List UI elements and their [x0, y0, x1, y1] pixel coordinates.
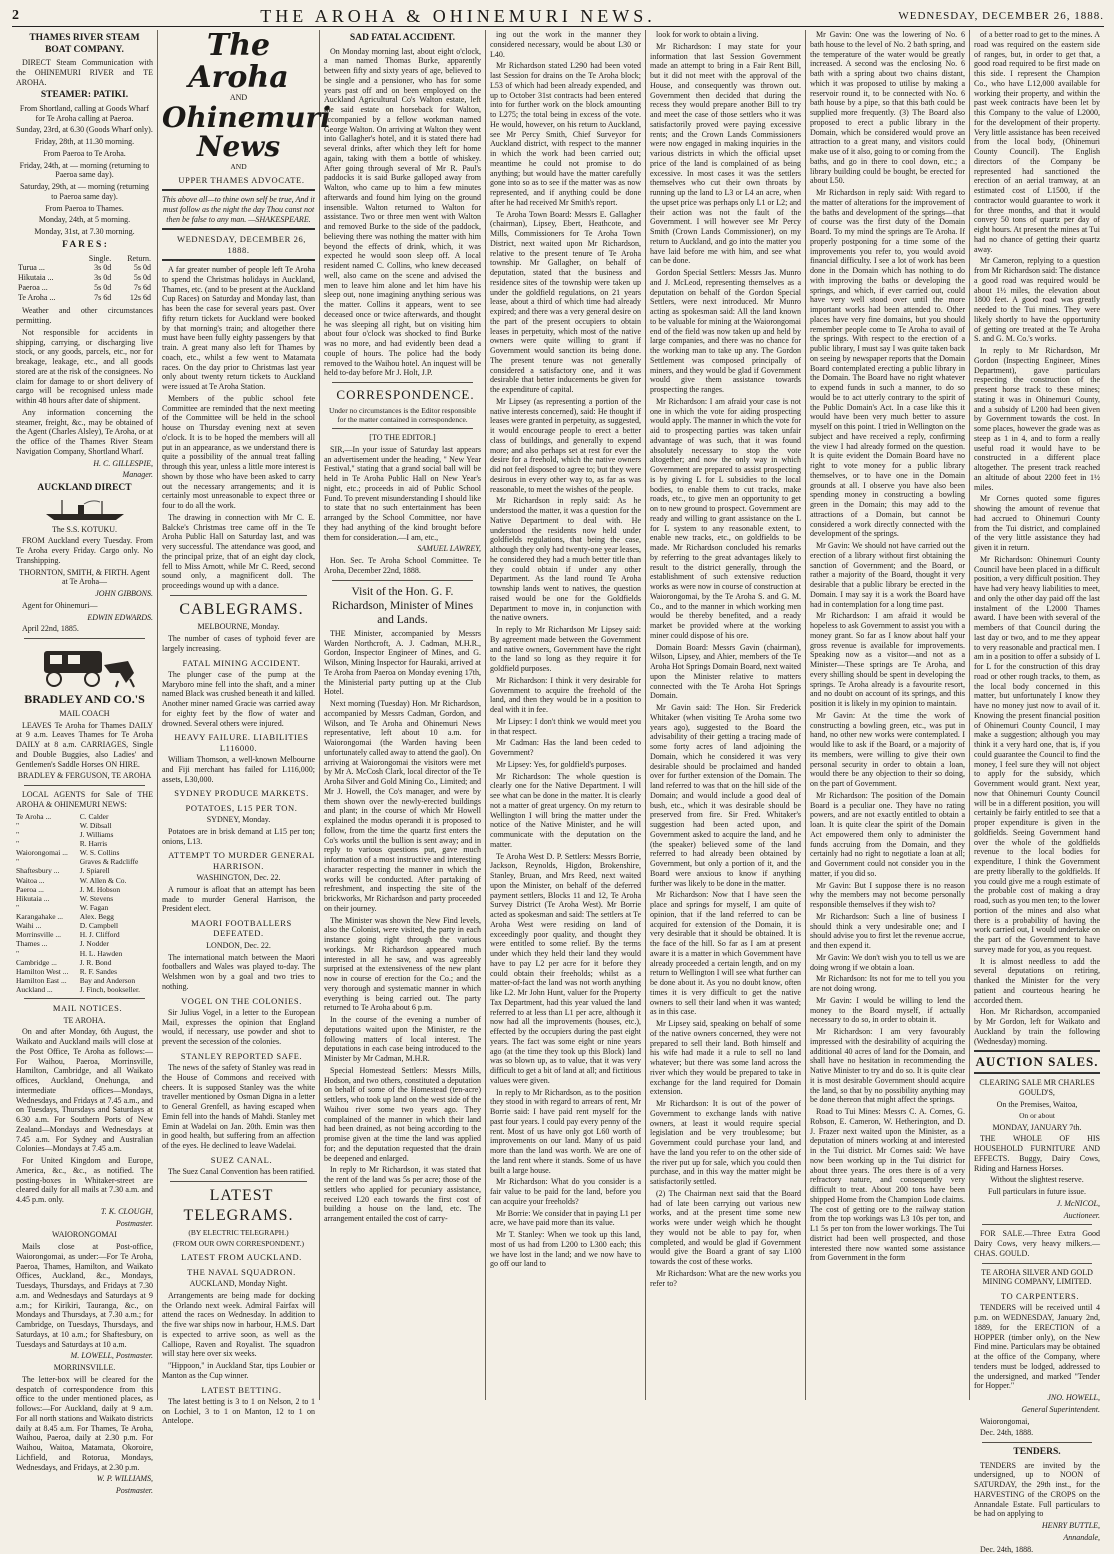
table-row	[16, 273, 153, 283]
article-paragraph: THE Minister, accompanied by Messrs Warden Northcroft, A. J. Cadman, M.H.R., Gordon, Inspector Engineer of Mines, and G. Wilson, Mining Inspector for Hauraki, arrived at Te Aroha from Paeroa on Monday evening 17th, the Ministerial party putting up at the Club Hotel.	[324, 628, 481, 697]
article-paragraph: On Monday morning last, about eight o'clock, a man named Thomas Burke, apparently between fifty and sixty years of age, believed to be single and a pensioner, who has for some years past off and on been employed on the Auckland Agricultural Co's Walton estate, left the said estate on horseback for Walton, accompanied by a fellow workman named George Walton. On arriving at Walton they went into Gallagher's hotel, and it is stated there had several drinks, after which they left for home again, taking with them a bottle of whiskey. After going through several of Mr R. Paul's paddocks it is said Burke galloped away from Walton, who came up to him a few minutes afterwards and found him lying on the ground insensible. Walton returned to Walton for assistance. Two or three men went with Walton and removed Burke to the side of the paddock, believing there was nothing the matter with him beyond the effects of drink, which, it was expected he would soon sleep off. A local resident named C. Collins, who knew deceased well, also came on the scene and advised the men to leave him alone and let him have his sleep out, none imagining anything serious was the matter. Collins it appears, went to see deceased once or twice afterwards, and thought he was sleeping all right, but on visiting him about four o'clock was shocked to find Burke was no more, and had evidently been dead a couple of hours. The police had the body removed to the Waihou hotel. An inquest will be held to-day before Mr J. Holt, J.P.	[324, 46, 481, 378]
column-3	[320, 30, 486, 1400]
agent-place: "	[16, 820, 20, 830]
divider	[24, 638, 145, 639]
article-paragraph: Mr Richardson in reply said: With regard to the matter of alterations for the improvement of the baths and development of the springs—that of course was the first duty of the Domain Board. To my mind the springs are Te Aroha. If properly postponing for a time some of the improvements you refer to, you would avoid financial difficulty. I see a lot of work has been done in the Domain which has nothing to do with improving the baths or developing the springs, and which, if ever carried out, could have very well stood over until the more important works had been attended to. Other places have very fine domains, but you should remember people come to Te Aroha to avail of the springs. With respect to the erection of a public library, I must say I was quite taken back on seeing by newspaper reports that the Domain Board contemplated erecting a public library in the Domain. The Board have no right whatever to expend funds in such a manner, to do so would be to act utterly contrary to the spirit of the Public Domain's Act. In a case like this it would have been very much better to assure myself on this point. I tried in Wellington on the subject and have received a reply, confirming the view I had already formed on the question. It is quite evident the Domain Board have no right to vote money for a public library themselves, or to have one in the Domain grounds at all. I observe you have also been spending money in constructing a bowling green in the Domain; this may add to the attractions of a Domain, but cannot be considered a work directly connected with the development of the springs.	[810, 188, 965, 539]
company-heading: TE AROHA SILVER AND GOLD MINING COMPANY, LIMITED.	[981, 1267, 1093, 1287]
agent-person: C. Calder	[79, 811, 109, 821]
divider	[162, 228, 315, 230]
coach-text: LEAVES Te Aroha for Thames DAILY at 9 a.m. Leaves Thames for Te Aroha DAILY at 8 a.m. CARRIAGES, Single and Double Buggies, also Ladies' and Gentlemen's Saddle Horses ON HIRE.	[16, 720, 153, 769]
postmaster-signature: M. LOWELL, Postmaster.	[70, 1351, 153, 1361]
agent-person: H. L. Hawden	[79, 948, 123, 958]
agent-place: "	[16, 829, 20, 839]
page-number: 2	[12, 8, 19, 23]
masthead	[12, 6, 1104, 27]
table-row	[16, 254, 153, 264]
article-paragraph: Mr Lipsey: I don't think we would meet you in that respect.	[490, 716, 641, 736]
columns	[12, 28, 1104, 1554]
article-paragraph: Mr Richardson: Now that I have seen the place and springs for myself, I am quite of opinion, that if the land referred to can be acquired for extension of the Domain, it is very desirable that it should be obtained. It is the face of the hill. So far as I am at present aware it is a matter in which Government have already proceeded a certain length, and on my return to Wellington I will see what further can be done about it. As you no doubt know, often times it is very difficult to get the native owners to sell their land when it was wanted; as in this case.	[650, 890, 801, 1017]
article-paragraph: The Suez Canal Convention has been ratified.	[168, 1167, 315, 1177]
article-paragraph: Mr Cameron, replying to a question from Mr Richardson said: The distance a good road was required would be about 1½ miles, the elevation about 1800 feet. A good road was greatly needed to the Tui mines. They were likely shortly to have the opportunity of getting ore treated at the Te Aroha S. and G. M. Co.'s works.	[974, 256, 1100, 344]
article-paragraph: Mr Richardson: Such a line of business I should think a very undesirable one; and I should advise you to first let the revenue accrue, and then expend it.	[810, 911, 965, 950]
schedule-line: Sunday, 23rd, at 6.30 (Goods Wharf only).	[16, 125, 153, 135]
tender-place: Waiorongomai,	[980, 1416, 1030, 1426]
table-row	[16, 283, 153, 293]
article-paragraph: Mr Lipsey (as representing a portion of the native interests concerned), said: He thought if leases were granted in perpetuity, as suggested, it would encourage people to erect a better class of buildings, and generally to expend more; and also perhaps set at rest for ever the desire for a freehold, which the native owners did not feel disposed to agree to; but they were desirous in every other way to, as far as was reasonable, to meet the wishes of the people.	[490, 396, 641, 494]
waiorongomai-text: Mails close at Post-office, Waiorongomai, as under:—For Te Aroha, Paeroa, Thames, Hamilton, and Waikato Offices, Auckland, &c., Mondays, Tuesdays, Thursdays, and Fridays at 7.30 a.m. and Wednesdays and Saturdays at 9 a.m.; for Kirikiri, Tauranga, &c., on Mondays and Thursdays, at 7.30 a.m.; for Cambridge, on Tuesdays, Thursdays, and Saturdays, at 10 a.m.; for Shaftesbury, on Tuesdays and Saturdays at 10 a.m.	[16, 1242, 153, 1349]
agent-person: Bay and Anderson	[79, 976, 136, 986]
visit-heading: Visit of the Hon. G. F. Richardson, Minister of Mines and Lands.	[331, 585, 474, 626]
news-heading: SUEZ CANAL.	[210, 1154, 273, 1165]
article-paragraph: Mr Lipsey said, speaking on behalf of some of the native owners concerned, they were not prepared to sell their land. Both himself and his wife had made it a rule to sell no land whatever; but there was some land across the river which they would be prepared to take in exchange for the land required for Domain extension.	[650, 1019, 801, 1097]
mail-subheading: TE AROHA.	[63, 1015, 106, 1025]
latest-telegrams-heading: LATEST TELEGRAMS.	[183, 1187, 294, 1224]
info-notice: Any information concerning the steamer, freight, &c., may be obtained of the Agent (Charles Alsley), Te Aroha, or at the office of the Thames River Steam Navigation Company, Shortland Wharf.	[16, 407, 153, 456]
nameplate-and: AND	[230, 161, 247, 171]
letter-signature: SAMUEL LAWREY,	[417, 544, 481, 554]
article-paragraph: Road to Tui Mines: Messrs C. A. Cornes, G. Robson, E. Cameron, W. Hetherington, and D. J. Frazer next waited upon the Minister, as a deputation of miners working at and interested in the Tui district. Mr Cornes said: We have now been working up in the Tui district for about three years. The ores there is of a very refractory nature, and consequently very difficult to treat. About 200 tons have been shipped Home from the Champion Lode claims. The cost of getting ore to the railway station from the top workings was L3 10s per ton, and L1 5s per ton from the lower workings. The Tui district had been well prospected, and those interested there now wanted some assistance from Government in the form	[810, 1107, 965, 1263]
article-paragraph: Mr Gavin: At the time the work of constructing a bowling green, etc., was put in hand, no other new works were contemplated. I would like to ask if the Board, or a majority of its members, were willing to give their own personal security in order to obtain a loan, would there be any objection to their so doing, on the part of Government.	[810, 710, 965, 788]
agent-place: Hamilton East ...	[16, 976, 67, 986]
table-row	[16, 821, 153, 830]
schedule-line: From Paeroa to Te Aroha.	[43, 148, 126, 158]
agent-person: Graves & Radcliffe	[79, 857, 139, 867]
mail-notices-heading: MAIL NOTICES.	[52, 1003, 123, 1014]
table-row	[16, 894, 153, 903]
fares-cell: Turua ...	[18, 263, 45, 273]
divider	[982, 1224, 1092, 1225]
news-heading: STANLEY REPORTED SAFE.	[180, 1050, 303, 1061]
agent-place: Karangahake ...	[16, 912, 64, 922]
weather-note: Weather and other circumstances permitting.	[16, 306, 153, 326]
agent-person: J. Nodder	[79, 939, 109, 949]
article-paragraph: Mr Richardson in reply said: As he understood the matter, it was a question for the Native Department to deal with. He understood the residents now held under goldfields regulations, that being the case, although they only had twenty-one year leases, he considered they had a much better title than they could obtain if under any other Department. As the land round Te Aroha township lands went to natives, the question raised would be one for the Goldfields Department to move in, in conjunction with the native owners.	[490, 496, 641, 623]
fares-heading: F A R E S :	[62, 239, 107, 250]
fares-table	[16, 254, 153, 303]
for-sale-notice: FOR SALE.—Three Extra Good Dairy Cows, very heavy milkers.—CHAS. GOULD.	[974, 1229, 1100, 1258]
divider	[162, 259, 315, 261]
tender-date: Dec. 24th, 1888.	[980, 1544, 1034, 1554]
column-2	[158, 28, 331, 1426]
tender-signature-place: Annandale,	[1063, 1532, 1100, 1542]
issue-date: WEDNESDAY, DECEMBER 26, 1888.	[898, 10, 1104, 22]
table-row	[16, 985, 153, 994]
article-paragraph: "Hippoon," in Auckland Star, tips Loubier or Manton as the Cup winner.	[162, 1361, 315, 1380]
morrinsville-text: The letter-box will be cleared for the despatch of correspondence from this office to the under mentioned places, as follows:—For Auckland, daily at 9 a.m. For all north stations and Waikato districts daily at 8.45 a.m. For Thames, Te Aroha, Waihou, Paeroa, daily at 2.30 p.m. For Waihou, Waitoa, Matamata, Okoroire, Lichfield, and Rotorua, Mondays, Wednesdays, and Fridays, at 2.30 p.m.	[16, 1374, 153, 1472]
schedule-line: Friday, 28th, at 11.30 morning.	[34, 137, 135, 147]
article-paragraph: Mr Richardson: I am afraid your case is not one in which the vote for aiding prospecting would apply. The manner in which the vote for aid to prospecting parties was taken unfair advantage of was such, that it was found absolutely necessary to stop the vote altogether; and now the only way in which Government are prepared to assist prospecting is by giving L for L subsidies to the local bodies, to enable them to cut tracks, make roads, etc., to give men an opportunity to get on to new ground to prospect. Government are ready and willing to grant assistance on the L for L system to any reasonable extent, to enable new tracks, etc., on goldfields to be made. Mr Richardson concluded his remarks by referring to the great advantages likely to result to the district generally, through the establishment of such extensive reduction works as were now in course of construction at Waiorongomai, by the Te Aroha S. and G. M. Co., and to the manner in which working men would be thereby benefited, and a ready market be provided where at the working miner could dispose of his ore.	[650, 396, 801, 640]
divider	[332, 382, 473, 383]
article-paragraph: Mr Richardson: Its not for me to tell you you are not doing wrong.	[810, 974, 965, 993]
article-paragraph: Te Aroha Town Board: Messrs E. Gallagher (chairman), Lipsey, Ebert, Heathcote, and Mills, Commissioners for Te Aroha Town District, next waited upon Mr Richardson, relative to the present tenure of Te Aroha township. Mr Gallagher, on behalf of deputation, stated that the business and residence sites of the township were taken up under the goldfield regulations, on 21 years lease, about a third of which time had already expired; and there was a very general desire on the part of the present occupiers to obtain leases in perpetuity, which most of the native owners were quite willing to grant if Government would sanction its being done. The present tenure was not generally considered a satisfactory one, and it was desirable that better inducements be given for the expenditure of capital.	[490, 209, 641, 394]
tender-signature: HENRY BUTTLE,	[1041, 1521, 1100, 1531]
column-1	[12, 30, 158, 1496]
tender-signature: JNO. HOWELL,	[1047, 1393, 1100, 1403]
agent-person: H. J. Clifford	[79, 930, 120, 940]
table-row	[16, 949, 153, 958]
agent-person: R. F. Sandes	[79, 966, 118, 976]
tender-date: Dec. 24th, 1888.	[980, 1428, 1034, 1438]
divider	[982, 1442, 1092, 1443]
article-paragraph: Mr Lipsey: Yes, for goldfield's purposes.	[496, 759, 627, 769]
schedule-line: Monday, 31st, at 7.30 morning.	[34, 227, 135, 237]
tender-text: TENDERS are invited by the undersigned, up to NOON of SATURDAY, the 29th inst., for the HARVESTING of the CROPS on the Annandale Estate. Full particulars to be had on applying to	[974, 1460, 1100, 1519]
schedule-line: From Paeroa to Thames.	[45, 203, 124, 213]
agent-name: JOHN GIBBONS.	[95, 589, 153, 599]
dateline: WASHINGTON, Dec. 22.	[196, 873, 281, 883]
telegram-source: (FROM OUR OWN CORRESPONDENT.)	[172, 1239, 305, 1249]
news-heading: SAD FATAL ACCIDENT.	[349, 33, 456, 43]
article-paragraph: The news of the safety of Stanley was read in the House of Commons and received with cheers. It is supposed Stanley was the white traveller mentioned by Osman Digna in a letter to General Grenfell, as having escaped when Emin fell into the hands of Mahdi. Stanley met Emin at Wadelai on Jan. 20th. Emin was then in good health, but suffering from an affection of the eyes. He declined to leave Wadelai.	[162, 1063, 315, 1151]
agent-place: Waihi ...	[16, 921, 42, 931]
article-paragraph: Members of the public school fete Committee are reminded that the next meeting of the Committee will be held in the school house on Thursday evening next at seven o'clock. It is to be hoped the members will all put in an appearance, as we understand there is quite a possibility of the annual treat falling through this year, unless a little more interest is shown by those who have been asked to carry out the necessary arrangements; and it is certainly most unreasonable to expect three or four to do all the work.	[162, 393, 315, 510]
mail-text: For United Kingdom and Europe, America, &c., &c., as notified. The posting-boxes in Whitaker-street are cleared daily for all mails at 7.30 a.m. and 4.45 p.m. only.	[16, 1156, 153, 1205]
article-paragraph: Next morning (Tuesday) Hon. Mr Richardson, accompanied by Messrs Cadman, Gordon, and Wilson, and Te Aroha and Ohinemuri News representative, left about 10 a.m. for Waiorongomai (the Warden having been unfortunately called away to attend the gaol). On arriving at Waiorongomai the visitors were met by Mr A. McCosh Clark, local director of the Te Aroha Silver and Gold Mining Co., Limited; and Mr J. Howell, the Co's manager, and were by them shown over the newly-erected buildings and plant; in the course of which Mr Howell explained the modus operandi it is proposed to follow, from the time the quartz first enters the Co's works until the bullion is sent away; and in reply to various questions put, gave much information of a most instructive and interesting character respecting the manner in which the works will be conducted. After partaking of refreshment, and inspecting the site of the brickworks, Mr Richardson and party proceeded on their journey.	[324, 699, 481, 913]
local-agents-heading: LOCAL AGENTS for Sale of THE AROHA & OHINEMURI NEWS:	[16, 790, 153, 809]
fares-cell: 5s 0d	[133, 273, 151, 283]
table-row	[16, 967, 153, 976]
table-row	[16, 866, 153, 875]
agent-place: Morrinsville ...	[16, 930, 61, 940]
table-row	[16, 876, 153, 885]
article-paragraph: Mr Richardson: What do you consider is a fair value to be paid for the land, before you can acquire your freeholds?	[490, 1177, 641, 1206]
article-paragraph: A rumour is afloat that an attempt has been made to murder General Harrison, the President elect.	[162, 884, 315, 914]
schedule-line: Saturday, 29th, at — morning (returning to Paeroa same day).	[19, 182, 149, 201]
dateline: WEDNESDAY, DECEMBER 26, 1888.	[176, 234, 307, 255]
agent-place: Thames ...	[16, 939, 48, 949]
article-paragraph: Hon. Mr Richardson, accompanied by Mr Gordon, left for Waikato and Auckland by train the following (Wednesday) morning.	[974, 1007, 1100, 1046]
agent-place: "	[16, 857, 20, 867]
article-paragraph: In the course of the evening a number of deputations waited upon the Minister, re the following matters of local interest. The deputations in each case being introduced to the Minister by Mr Cadman, M.H.R.	[324, 1015, 481, 1064]
table-row	[16, 903, 153, 912]
article-paragraph: Mr Richardson: The whole question is clearly one for the Native Department. I will see what can be done in the matter. It is clearly not a matter of great urgency. On my return to Wellington I will bring the matter under the notice of the Native Minister, and he will communicate with the deputation on the matter.	[490, 771, 641, 849]
fares-cell: 5s 0d	[133, 263, 151, 273]
divider	[332, 580, 473, 581]
auction-note: Full particulars in future issue.	[988, 1187, 1086, 1196]
table-row	[16, 830, 153, 839]
fares-cell: Te Aroha ...	[18, 292, 56, 302]
article-paragraph: Mr Gavin: But I suppose there is no reason why the members may not become personally responsible themselves if they wish to?	[810, 880, 965, 909]
local-agents-table	[16, 812, 153, 995]
steamer-name: STEAMER: PATIKI.	[40, 90, 129, 101]
news-heading: VOGEL ON THE COLONIES.	[181, 995, 302, 1006]
article-paragraph: Te Aroha West D. P. Settlers: Messrs Borrie, Jackson, Reynolds, Higdon, Brokenshire, Stanley, Bruan, and Mrs Reed, next waited upon the Minister, on behalf of the deferred payment settlers, Blocks 11 and 12, Te Aroha Survey District (Te Aroha West). Mr Borrie acted as spokesman and said: The settlers at Te Aroha West were residing on land of exceedingly poor quality, and thought they were entitled to some relief. By the terms under which they held their land they would have to pay L2 per acre for it before they could obtain their freeholds; whilst as a matter-of-fact the land was not worth anything like L2. Mr John Hunt, valuer for the Property Tax Department, had this year valued the land referred to at less than L1 per acre, although it now had all the improvements (houses, etc.), effected by the occupiers during the past eight years. The fact was some eight or nine years ago (at the time they took up this Block) land was so blown up, as to value, that it was very difficult to get a bit of land at all; and fictitious values were given.	[490, 851, 641, 1085]
coach-heading: BRADLEY AND CO.'S	[24, 692, 145, 707]
agent-place: Hikutaia ...	[16, 893, 50, 903]
agent-person: J. Spiarell	[79, 866, 110, 876]
agent-place: Shaftesbury ...	[16, 866, 60, 876]
fares-header	[16, 254, 75, 264]
tenders-heading: TENDERS.	[1013, 1447, 1061, 1458]
fares-header: Single.	[88, 253, 112, 263]
coach-illustration	[30, 643, 140, 689]
agent-person: Alex. Begg	[79, 912, 114, 922]
divider	[162, 189, 315, 191]
table-row	[16, 912, 153, 921]
article-paragraph: The latest betting is 3 to 1 on Nelson, 2 to 1 on Lochiel, 3 to 1 on Manton, 12 to 1 on Antelope.	[162, 1396, 315, 1426]
letter-body: SIR,—In your issue of Saturday last appears an advertisement under the heading, " New Year Festival," stating that a grand social ball will be held in Te Aroha Public Hall on New Year's night, etc.; proceeds in aid of Public School Fund. To prevent misunderstanding I should like to state that no such entertainment has been arranged by the School Committee, nor have they had anything of the kind brought before them for consideration.—I am, etc.,	[324, 444, 481, 542]
news-heading: LATEST BETTING.	[201, 1384, 282, 1395]
table-row	[16, 848, 153, 857]
column-4	[486, 30, 646, 1400]
article-paragraph: Mr Gavin: We don't wish you to tell us we are doing wrong if we obtain a loan.	[810, 952, 965, 972]
agent-person: W. Fagan	[79, 902, 109, 912]
article-paragraph: A far greater number of people left Te Aroha to spend the Christmas holidays in Auckland, Thames, etc. (and to be present at the Auckland Cup Races) on Saturday and Monday last, than has been the case for several years past. Over fifty return tickets for Auckland were booked by that morning's train; and altogether there must have been fully eighty passengers by that train. A great many also left for Thames by coach, etc., whilst a few went to Matamata races. On the day prior to Christmas last year only about twenty return tickets to Auckland were issued at Te Aroha Station.	[162, 265, 315, 391]
table-row	[16, 958, 153, 967]
table-row	[16, 293, 153, 303]
article-paragraph: Sir Julius Vogel, in a letter to the European Mail, expresses the opinion that England would, if necessary, use powder and shot to prevent the secession of the colonies.	[162, 1007, 315, 1047]
divider	[24, 998, 145, 999]
agent-place: Cambridge ...	[16, 957, 57, 967]
postmaster-title: Postmaster.	[115, 1218, 153, 1228]
article-paragraph: Special Homestead Settlers: Messrs Mills, Hodson, and two others, constituted a deputation on behalf of some of the Homestead (ten-acre) settlers, who took up land on the west side of the Waihou river some two years ago. They complained of the manner in which their land had been drained, as not being according to the promise given at the time the land was applied for; and the deputation requested that the drain be deepened and enlarged.	[324, 1065, 481, 1163]
article-paragraph: Mr Richardson: I am very favourably impressed with the desirability of acquiring the additional 40 acres of land for the Domain, and shall have no hesitation in recommending the Native Minister to try and do so. It is quite clear it is most desirable Government should acquire the land, so that by no possibility anything may be done thereon that might affect the springs.	[810, 1027, 965, 1105]
article-paragraph: The Minister was shown the New Find levels, also the Colonist, were visited, the party in each instance going right through the various workings. Mr Richardson appeared much interested in all he saw, and was agreeably surprised at the extensiveness of the new plant now in course of erection for the Co.; and the very thorough and systematic manner in which everything is being carried out. The party returned to Te Aroha about 6 p.m.	[324, 915, 481, 1013]
article-paragraph: Potatoes are in brisk demand at L15 per ton; onions, L13.	[162, 826, 315, 846]
agent-person: J. M. Hobson	[79, 884, 121, 894]
telegram-source: (BY ELECTRIC TELEGRAPH.)	[188, 1228, 289, 1238]
kotuku-agents: THORNTON, SMITH, & FIRTH. Agent at Te Aroha—	[19, 567, 150, 587]
article-paragraph: Gordon Special Settlers: Messrs Jas. Munro and J. McLeod, representing themselves as a deputation on behalf of the Gordon Special Settlers, were next introduced. Mr Munro acting as spokesman said: All the land known to be valuable for mining at the Waiorongomai end of the field was now taken up and held by large companies, and there was no chance for the working man to take up any. The Gordon Settlement was composed principally of miners, and they would be glad if Government would give them assistance towards prospecting the ranges.	[650, 268, 801, 394]
fares-cell: 3s 0d	[94, 263, 112, 273]
article-paragraph: Mr Richardson: I may state for your information that last Session Government made an attempt to bring in a Fair Rent Bill, but it did not meet with the approval of the House, and consequently was thrown out. Government then decided that during the recess they would prepare another Bill to try and meet the case of those settlers who it was satisfactorily proved were paying excessive rents; and the Crown Lands Commissioners were now engaged in making inquiries in the various districts in which the official upset price of the land is complained of as being excessive. In most cases it was the settlers themselves who cut their own throats by running up the land to L3 or L4 an acre, when the upset price was perhaps only L1 or L2; and their action was not the fault of the Government. I will however see Mr Percy Smith (Crown Lands Commissioner), on my return to Auckland, and go into the matter you have laid before me with him, and see what can be done.	[650, 41, 801, 266]
divider	[982, 1263, 1092, 1264]
article-paragraph: Mr Richardson: What are the new works you refer to?	[650, 1268, 801, 1288]
article-paragraph: The number of cases of typhoid fever are largely increasing.	[162, 634, 315, 653]
news-heading: MAORI FOOTBALLERS DEFEATED.	[191, 918, 292, 939]
fares-cell: 7s 6d	[94, 292, 112, 302]
table-row	[16, 930, 153, 939]
newspaper-title: THE AROHA & OHINEMURI NEWS.	[260, 5, 656, 26]
agent-person: W. S. Collins	[79, 848, 120, 858]
agent-place: "	[16, 838, 20, 848]
article-paragraph: Mr Cornes quoted some figures showing the amount of revenue that had accrued to Ohinemuri County from the Tui district, and complained of the very little assistance they had given it in return.	[974, 494, 1100, 552]
nameplate-subtitle: UPPER THAMES ADVOCATE.	[178, 174, 305, 185]
correspondence-heading: CORRESPONDENCE.	[336, 387, 475, 403]
agent-date: April 22nd, 1885.	[22, 624, 79, 634]
agent-place: Paeroa ...	[16, 884, 44, 894]
article-paragraph: ing out the work in the manner they considered necessary, would be about L30 or L40.	[490, 30, 641, 59]
article-paragraph: Mr Gavin: One was the lowering of No. 6 bath house to the level of No. 2 bath spring, and the temperature of the water would be greatly increased. A second was the enclosing No. 6 bath with a spring about two chains distant, which it was proposed to utilise by making a reservoir round it, to be connected with No. 6 bath house by a pipe, so that this bath could be supplied more frequently. (3) The Board also proposed to erect a public library in the Domain, which be considered would prove an attraction to a great many, and visitors could make use of it also, going to or coming from the baths, and go in there to cool down, etc.; a library building could be bought, be erected for about L50.	[810, 30, 965, 186]
article-paragraph: In reply to Mr Richardson, as to the position they stood in with regard to arrears of rent, Mr Borrie said: I have paid rent myself for the past four years. I could pay every penny of the rent. Most of us have only got L60 worth of improvements on our land. Many of us paid more than the land was worth. We are one of the land rent where it stands. Some of us have built a large house.	[490, 1087, 641, 1175]
table-row	[16, 885, 153, 894]
fares-cell: 12s 6d	[129, 292, 151, 302]
article-paragraph: Mr Borrie: We consider that in paying L1 per acre, we have paid more than its value.	[490, 1208, 641, 1228]
news-heading: THE NAVAL SQUADRON.	[187, 1266, 296, 1277]
agent-place: "	[16, 902, 20, 912]
auction-note: Without the slightest reserve.	[990, 1175, 1084, 1185]
manager-title: Manager.	[122, 470, 153, 480]
coach-subheading: MAIL COACH	[59, 708, 110, 718]
column-7	[970, 30, 1104, 1554]
article-paragraph: In reply to Mr Richardson, it was stated that the rent of the land was 5s per acre; those of the settlers who applied for pecuniary assistance, received L20 each towards the first cost of building a house on the land, etc. The arrangement entailed the cost of carry-	[324, 1165, 481, 1224]
article-paragraph: Mr Gavin said: The Hon. Sir Frederick Whitaker (when visiting Te Aroha some two years ago), suggested to the Board the advisability of their getting a tracing made of some forty acres of land adjoining the Domain, which he considered it was very desirable should be proclaimed and handed over for further extension of the Domain. The land referred to was that on the hill side of the Domain; and would include a good deal of bush, etc., which it was desirable should be preserved from fire. Sir Fred. Whitaker's suggestion had been acted upon, and Government asked to acquire the land, and he (the speaker) believed some of the land referred to had already been obtained by Government, but only a portion of it, and the Board were anxious to know if anything further was likely to be done in the matter.	[650, 703, 801, 888]
table-row	[16, 921, 153, 930]
fares-cell: 7s 6d	[133, 282, 151, 292]
dateline: MELBOURNE, Monday.	[197, 622, 280, 632]
cablegrams-heading: CABLEGRAMS.	[179, 600, 304, 618]
coach-signature: BRADLEY & FERGUSON, TE AROHA	[17, 771, 152, 781]
auction-text: THE WHOLE OF HIS HOUSEHOLD FURNITURE AND EFFECTS. Buggy, Dairy Cows, Riding and Harness Horses.	[974, 1134, 1100, 1173]
article-paragraph: Mr Richardson: I am afraid it would be hopeless to ask Government to assist you with a money grant. So far as I know about half your gross revenue is available for improvements. Speaking now as a visitor—and not as a Minister—These springs are Te Aroha, and every shilling should be spent in developing the springs. Te Aroha already is a favourite resort, and no doubt on account of its springs, and this position it is likely in my opinion to maintain.	[810, 611, 965, 708]
agent-place: Waiorongomai ...	[16, 848, 68, 858]
postmaster-signature: T. K. CLOUGH,	[100, 1206, 153, 1216]
column-5	[646, 30, 806, 1400]
article-paragraph: (2) The Chairman next said that the Board had of late been carrying out various new works, and at the present time some new works were under weigh which he thought they would not be able to pay for, when completed, and would be glad if Government would give the Board a grant of say L100 towards the cost of these works.	[650, 1188, 801, 1266]
agent-person: D. Campbell	[79, 921, 119, 931]
column-6	[806, 30, 970, 1400]
kotuku-text: FROM Auckland every Tuesday. From Te Aroha every Friday. Cargo only. No Transhipping.	[16, 536, 153, 565]
liability-notice: Not responsible for accidents in shipping, carrying, or discharging live stock, or any goods, parcels, etc., nor for breakage, leakage, etc., and all goods stored are at the risk of the consignees. No claim for damage to or short delivery of cargo will be recognised unless made within 48 hours after date of shipment.	[16, 327, 153, 406]
article-paragraph: In reply to Mr Richardson Mr Lipsey said: By agreement made between the Government and native owners, Government have the right to the land so long as they require it for goldfield purposes.	[490, 625, 641, 673]
nameplate-title: Ohinemuri News	[162, 100, 331, 164]
auction-venue: On the Premises, Waitoa,	[996, 1099, 1078, 1109]
carpenters-heading: TO CARPENTERS.	[1000, 1291, 1080, 1301]
steamship-illustration	[40, 498, 130, 522]
agent-place: Te Aroha ...	[16, 811, 52, 821]
agent-place: Hamilton West ...	[16, 966, 69, 976]
correspondence-note: Under no circumstances is the Editor responsible for the matter contained in correspondence.	[328, 405, 477, 425]
news-heading: ATTEMPT TO MURDER GENERAL HARRISON.	[168, 850, 315, 871]
agent-place: Waitoa ...	[16, 875, 45, 885]
auction-sales-heading: AUCTION SALES.	[974, 1050, 1100, 1074]
news-heading: FATAL MINING ACCIDENT.	[182, 657, 301, 668]
auction-venue-note: On or about	[1019, 1111, 1055, 1121]
steam-intro: DIRECT Steam Communication with the OHINEMURI RIVER and TE AROHA.	[16, 58, 153, 87]
motto: This above all—to thine own self be true, And it must follow as the night the day Thou canst not then be false to any man. —SHAKESPEARE.	[162, 195, 315, 224]
article-paragraph: Mr Cadman: Has the land been ceded to Government?	[490, 738, 641, 757]
news-heading: HEAVY FAILURE. LIABILITIES L116000.	[174, 732, 309, 753]
table-row	[16, 857, 153, 866]
agent-place: Auckland ...	[16, 985, 53, 995]
dateline: LONDON, Dec. 22.	[206, 940, 271, 950]
article-paragraph: Arrangements are being made for docking the Orlando next week. Admiral Fairfax will attend the races on Wednesday. In addition to the five war ships now in harbour, H.M.S. Dart is expected to arrive soon, as well as the Calliope, Raven and Royalist. The squadron will stay here over six weeks.	[162, 1290, 315, 1359]
article-paragraph: Mr Gavin: We should not have carried out the erection of a library without first obtaining the sanction of Government; and the Board, or rather a majority of the Board, thought it very desirable that a public library be erected in the Domain. I may say it is a work the Board have had in contemplation for a long time past.	[810, 541, 965, 609]
nameplate-and: AND	[229, 93, 248, 102]
waiorongomai-heading: WAIORONGOMAI	[52, 1230, 117, 1240]
article-paragraph: Mr Richardson: I think it very desirable for Government to acquire the freehold of the land, and then they would be in a position to deal with it in fee.	[490, 675, 641, 714]
article-paragraph: The international match between the Maori footballers and Wales was played to-day. The Welshmen won by a goal and two tries to nothing.	[162, 952, 315, 991]
auction-title: CLEARING SALE MR CHARLES GOULD'S,	[979, 1078, 1095, 1097]
agent-person: J. Williams	[79, 829, 114, 839]
agent-person: W. Allen & Co.	[79, 875, 127, 885]
auction-date: MONDAY, JANUARY 7th.	[992, 1122, 1082, 1132]
table-row	[16, 263, 153, 273]
nameplate-title: The Aroha	[188, 28, 289, 95]
article-paragraph: The plunger case of the pump at the Maryboro mine fell into the shaft, and a miner named Black was crushed beneath it and killed. Another miner named Gracie was carried away for eighty feet by the flow of water and drowned. Several others were injured.	[162, 669, 315, 728]
kotuku-name: The S.S. KOTUKU.	[51, 524, 118, 534]
article-paragraph: The drawing in connection with Mr C. E. Balcke's Christmas tree came off in the Te Aroha Public Hall on Saturday last, and was very successful. The attendance was good, and the principal prize, that of an eight day clock, fell to Miss Arnott, while Mr C. Reed, second sound only, a magnificent doll. The proceedings wound up with a dance.	[162, 512, 315, 590]
agent-place: "	[16, 948, 20, 958]
fares-cell: Paeroa ...	[18, 282, 48, 292]
dateline: AUCKLAND, Monday Night.	[189, 1279, 288, 1289]
table-row	[16, 939, 153, 948]
divider	[170, 1181, 307, 1182]
schedule-line: From Shortland, calling at Goods Wharf for Te Aroha calling at Paeroa.	[19, 103, 150, 123]
article-paragraph: Mr Richardson stated L290 had been voted last Session for drains on the Te Aroha block; L53 of which had been already expended, and up to October 31st contracts had been entered into for further work on the block amounting to L275; the total being in excess of the vote. He would, however, on his return to Auckland, see Mr Percy Smith, Chief Surveyor for Auckland district, with respect to the manner in which the work had been carried out; meantime he could not promise to do anything; but would have the matter carefully gone into so as to see if the matter was as now represented, and if anything could be done after he had received Mr Smith's report.	[490, 61, 641, 207]
news-heading: POTATOES, L15 PER TON.	[185, 802, 298, 813]
agent-person: J. Finch, bookseller.	[79, 985, 140, 995]
article-paragraph: Mr Richardson: It is out of the power of Government to exchange lands with native owners, at least it would require special legislation and be very troublesome; but Government could purchase your land, and have the land you refer to on the other side of the river put up for sale, which you could then purchase, and in this way the matter might be satisfactorily settled.	[650, 1099, 801, 1186]
fares-cell: 3s 0d	[94, 273, 112, 283]
auctioneer-signature: J. McNICOL,	[1056, 1198, 1100, 1208]
mail-text: On and after Monday, 6th August, the Waikato and Auckland mails will close at the Post Office, Te Aroha as follows:—For Waihou, Paeroa, Morrinsville, Hamilton, Cambridge, and all Waikato offices, Auckland, Onehunga, and intermediate offices—Mondays, Wednesdays, and Fridays at 7.45 a.m., and on Tuesdays, Thursdays and Saturdays at 6.30 a.m. For Southern Ports of New Zealand—Mondays and Wednesdays at 7.45 a.m. For Sydney and Australian Colonies—Mondays at 7.45 a.m.	[16, 1027, 153, 1154]
article-paragraph: Mr T. Stanley: When we took up this land, most of us had from L200 to L300 each; this we have lost in the land; and we now have to go off our land to	[490, 1230, 641, 1269]
schedule-line: Monday, 24th, at 5 morning.	[38, 215, 131, 225]
manager-signature: H. C. GILLESPIE,	[93, 458, 153, 468]
letter-signature-detail: Hon. Sec. Te Aroha School Committee. Te Aroha, December 22nd, 1888.	[324, 556, 481, 575]
divider	[170, 595, 307, 596]
dateline: SYDNEY, Monday.	[206, 815, 271, 825]
auckland-direct-heading: AUCKLAND DIRECT	[37, 483, 132, 494]
agent-ohinemuri: Agent for Ohinemuri—	[22, 600, 98, 610]
article-paragraph: Mr Gavin: I would be willing to lend the money to the Board myself, if actually necessary to do so, in order to obtain it.	[810, 995, 965, 1025]
auctioneer-title: Auctioneer.	[1063, 1210, 1100, 1220]
postmaster-signature: W. P. WILLIAMS,	[96, 1474, 153, 1484]
article-paragraph: Mr Richardson: Ohinemuri County Council have been placed in a difficult position, a very difficult position. They have had very heavy liabilities to meet, and only the other day paid off the last instalment of the L2000 Thames award. I have been with several of the members of that Council during the last day or two, and to me they appear to very reasonable and practical men. I am in a position to offer a subsidy of L for L for the construction of this dray road or other rough tracks, to them, as the local body concerned in this matter, but unfortunately I know they have no money just now to avail of it. Knowing the present financial position of Ohinemuri County Council, I may make a suggestion; although you may think it a very hard one, that is, if you could guarantee the Council to find the money, I feel sure they will not object to apply for the subsidy, which Government would grant. Next year, now that Ohinemuri County Council will be in a different position, you will certainly be fairly entitled to see that a proper expenditure is given in the goldfields. Seeing Government hand over the whole of the goldfields revenue to the local bodies for expenditure, I think the Government are pretty liberally to the goldfields. If you could give me a rough estimate of the probable cost of making a dray road, such as you men ten; to the lower portion of the mines and also what there is a probability of having the work carried out, I would undertake on the part of the Government to have survey made for you, as you request.	[974, 554, 1100, 954]
agent-name: EDWIN EDWARDS.	[87, 612, 153, 622]
article-paragraph: look for work to obtain a living.	[656, 30, 759, 39]
tender-signature-title: General Superintendent.	[1021, 1404, 1100, 1414]
agent-person: R. Harris	[79, 838, 108, 848]
divider	[24, 785, 145, 786]
article-paragraph: In reply to Mr Richardson, Mr Gordon (Inspecting Engineer, Mines Department), gave particulars respecting the construction of the present horse track to these mines; stating it was in Ohinemuri County, and a subsidy of L200 had been given by Government towards the cost. In some places, however the grade was as steep as 1 in 4, and to form a really useful road it would have to be constructed in a different place altogether. The present track reached an altitude of about 2200 feet in 1½ miles.	[974, 346, 1100, 492]
article-paragraph: Mr Richardson: The position of the Domain Board is a peculiar one. They have no rating powers, and are not exactly entitled to obtain a loan. It is quite clear the spirit of the Domain Act empowered them only to administer the funds accruing from the Domain, and they certainly had no right to negotiate a loan at all; and Government could not consider you in the matter, if you did so.	[810, 790, 965, 878]
divider	[332, 428, 473, 429]
article-paragraph: of a better road to get to the mines. A road was required on the eastern side of ranges, but, in order to get that, a good road required to be first made on this side. I represent the Champion Co., who have L12,000 available for working their property, and within the past week contracts have been let by this Company to the value of L2000, for the development of their property. Very little assistance has been received from the local body, (Ohinemuri County Council). The English directors of the Company be represented had sanctioned the erection of an aerial tramway, at an estimated cost of L1500, if the contractor would guarantee to work it for three months, and that it would convey 50 tons of quartz per day of eight hours. At present the mines at Tui had no chance of getting their quartz away.	[974, 30, 1100, 254]
postmaster-title: Postmaster.	[115, 1486, 153, 1496]
agent-person: W. Dibsall	[79, 820, 112, 830]
morrinsville-heading: MORRINSVILLE.	[53, 1363, 116, 1373]
fares-header: Return.	[127, 253, 151, 263]
letter-address: [TO THE EDITOR.]	[369, 433, 436, 443]
article-paragraph: It is almost needless to add the several deputations on retiring, thanked the Minister for the very patient and courteous hearing he accorded them.	[974, 956, 1100, 1005]
tender-text: TENDERS will be received until 4 p.m. on WEDNESDAY, January 2nd, 1889, for the ERECTION of a HOPPER (timber only), on the New Find mine. Particulars may be obtained at the office of the Company, where tenders must be lodged, addressed to the undersigned, and marked "Tender for Hopper."	[974, 1303, 1100, 1391]
agent-person: J. R. Bond	[79, 957, 112, 967]
fares-cell: 5s 0d	[94, 282, 112, 292]
news-heading: SYDNEY PRODUCE MARKETS.	[174, 788, 309, 799]
schedule-line: Friday, 24th, at — morning (returning to Paeroa same day).	[19, 160, 150, 180]
table-row	[16, 839, 153, 848]
article-paragraph: William Thomson, a well-known Melbourne and Fiji merchant has failed for L116,000; assets, L30,000.	[162, 755, 315, 784]
table-row	[16, 812, 153, 821]
table-row	[16, 976, 153, 985]
steam-company-heading: THAMES RIVER STEAM BOAT COMPANY.	[29, 33, 140, 55]
agent-person: W. Stevens	[79, 893, 114, 903]
fares-cell: Hikutaia ...	[18, 273, 54, 283]
news-heading: LATEST FROM AUCKLAND.	[181, 1252, 302, 1263]
article-paragraph: Domain Board: Messrs Gavin (chairman), Wilson, Lipsey, and Ahier, members of the Te Aroha Hot Springs Domain Board, next waited upon the Minister relative to matters connected with the Te Aroha Hot Springs Domain.	[650, 642, 801, 701]
